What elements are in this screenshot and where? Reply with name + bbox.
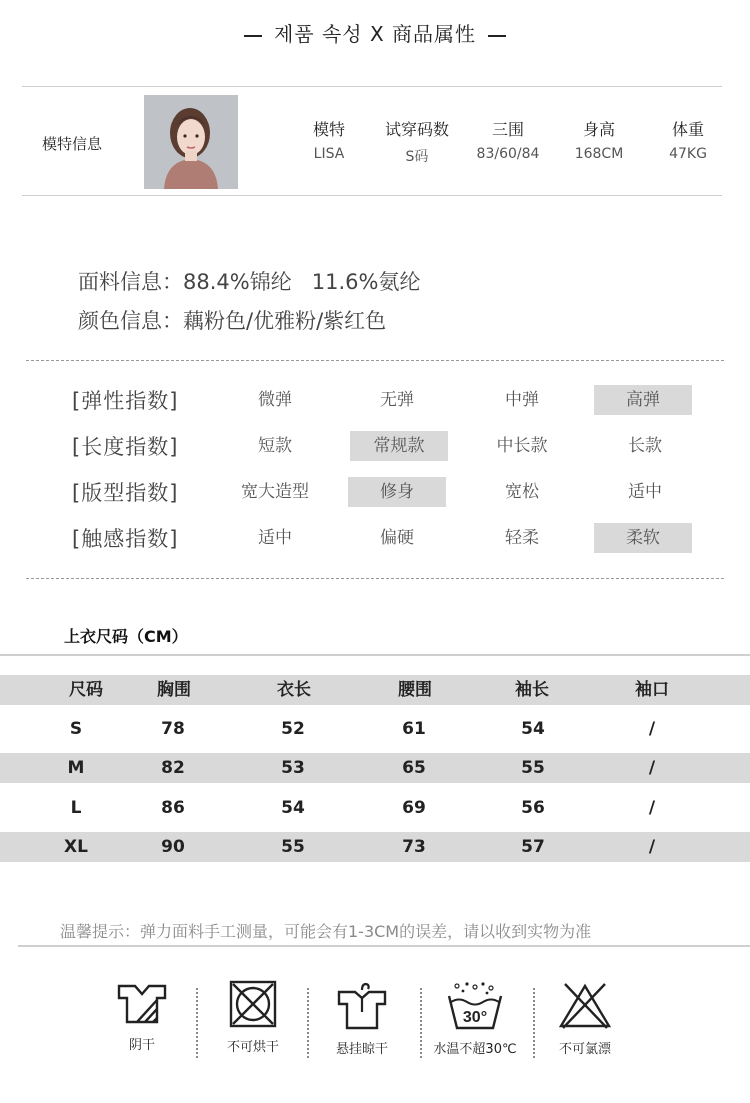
- index-option: 无弹: [380, 390, 414, 410]
- index-label: [长度指数]: [72, 435, 179, 459]
- table-cell: 52: [281, 719, 305, 739]
- shade-dry-icon: [115, 980, 169, 1026]
- model-info: [22, 86, 722, 196]
- index-elasticity: [72, 385, 722, 415]
- table-cell: 82: [161, 758, 185, 778]
- table-cell: 54: [281, 798, 305, 818]
- model-col-key: 模特: [312, 120, 345, 139]
- table-row: [0, 753, 750, 783]
- care-hang-dry: [307, 980, 417, 1057]
- header-dash-right: [488, 35, 506, 37]
- index-option: 中长款: [496, 436, 548, 456]
- index-fit: [72, 477, 722, 507]
- care-wash-30: [420, 980, 530, 1057]
- divider-bottom: [26, 578, 724, 579]
- index-label: [弹性指数]: [72, 389, 179, 413]
- index-label: [版型指数]: [72, 481, 179, 505]
- table-row: [0, 793, 750, 823]
- table-cell: 57: [521, 837, 545, 857]
- care-label: 不可烘干: [226, 1040, 279, 1055]
- model-col-value: 168CM: [574, 146, 624, 162]
- wash-temp-text: 30°: [462, 1009, 488, 1026]
- section-header: [0, 18, 750, 47]
- fabric-color: 颜色信息：藕粉色/优雅粉/紫红色: [78, 309, 387, 333]
- table-header-cell: 衣长: [277, 680, 311, 700]
- index-option: 偏硬: [380, 528, 414, 548]
- index-option: 微弹: [258, 390, 292, 410]
- model-col-value: 47KG: [669, 146, 707, 162]
- model-col-key: 体重: [671, 120, 704, 139]
- model-col-height: [554, 117, 644, 162]
- fabric-material: 面料信息：88.4%锦纶 11.6%氨纶: [78, 270, 421, 294]
- index-option: 长款: [628, 436, 662, 456]
- table-row: [0, 832, 750, 862]
- index-option: 适中: [628, 482, 662, 502]
- wash-30-icon: [445, 980, 505, 1030]
- measurement-tip: 温馨提示：弹力面料手工测量，可能会有1-3CM的误差，请以收到实物为准: [60, 922, 592, 941]
- table-header-cell: 袖口: [635, 680, 669, 700]
- model-col-value: S码: [405, 149, 429, 165]
- index-option: 轻柔: [505, 528, 539, 548]
- model-col-key: 试穿码数: [384, 120, 449, 139]
- table-cell: 61: [402, 719, 426, 739]
- table-cell: 73: [402, 837, 426, 857]
- table-cell: 86: [161, 798, 185, 818]
- model-info-label: 模特信息: [42, 135, 103, 153]
- table-cell: L: [70, 798, 82, 818]
- model-col-size: [372, 117, 462, 166]
- table-header-cell: 袖长: [515, 680, 549, 700]
- table-header-cell: 胸围: [157, 680, 191, 700]
- table-cell: 56: [521, 798, 545, 818]
- table-cell: M: [67, 758, 85, 778]
- table-cell: 55: [521, 758, 545, 778]
- index-option: 宽大造型: [241, 482, 309, 502]
- care-label: 水温不超30℃: [433, 1042, 517, 1057]
- size-table-title: 上衣尺码（CM）: [64, 627, 188, 646]
- model-photo: [144, 95, 238, 189]
- header-dash-left: [244, 35, 262, 37]
- table-cell: /: [648, 758, 656, 778]
- table-cell: 53: [281, 758, 305, 778]
- table-cell: 90: [161, 837, 185, 857]
- table-cell: /: [648, 719, 656, 739]
- table-cell: 55: [281, 837, 305, 857]
- care-label: 不可氯漂: [558, 1042, 611, 1057]
- model-col-name: [284, 117, 374, 162]
- model-col-key: 三围: [491, 120, 524, 139]
- care-no-bleach: [530, 980, 640, 1057]
- table-row: [0, 714, 750, 744]
- size-table-header: [0, 675, 750, 705]
- care-shade-dry: [87, 980, 197, 1053]
- table-header-cell: 腰围: [398, 680, 432, 700]
- no-bleach-icon: [557, 980, 613, 1030]
- model-col-value: 83/60/84: [476, 146, 540, 162]
- model-col-weight: [643, 117, 733, 162]
- table-cell: XL: [64, 837, 88, 857]
- hang-dry-icon: [335, 980, 389, 1030]
- index-touch: [72, 523, 722, 553]
- index-option-selected: 柔软: [594, 523, 692, 553]
- table-header-cell: 尺码: [69, 680, 103, 700]
- index-option-selected: 常规款: [350, 431, 448, 461]
- index-option-selected: 修身: [348, 477, 446, 507]
- table-cell: 65: [402, 758, 426, 778]
- table-cell: 54: [521, 719, 545, 739]
- care-label: 悬挂晾干: [335, 1042, 388, 1057]
- table-cell: /: [648, 798, 656, 818]
- table-cell: /: [648, 837, 656, 857]
- model-col-measurements: [463, 117, 553, 162]
- model-col-key: 身高: [582, 120, 615, 139]
- table-cell: S: [69, 719, 83, 739]
- index-option-selected: 高弹: [594, 385, 692, 415]
- no-tumble-dry-icon: [228, 980, 278, 1028]
- tip-rule: [18, 945, 750, 947]
- size-table-rule: [0, 654, 750, 656]
- index-option: 宽松: [505, 482, 539, 502]
- care-no-tumble-dry: [198, 980, 308, 1055]
- model-col-value: LISA: [313, 146, 345, 162]
- index-option: 中弹: [505, 390, 539, 410]
- index-option: 适中: [258, 528, 292, 548]
- header-title: 제품 속성 X 商品属性: [273, 22, 477, 46]
- divider-top: [26, 360, 724, 361]
- index-option: 短款: [258, 436, 292, 456]
- index-label: [触感指数]: [72, 527, 179, 551]
- index-length: [72, 431, 722, 461]
- table-cell: 69: [402, 798, 426, 818]
- care-label: 阴干: [128, 1038, 155, 1053]
- table-cell: 78: [161, 719, 185, 739]
